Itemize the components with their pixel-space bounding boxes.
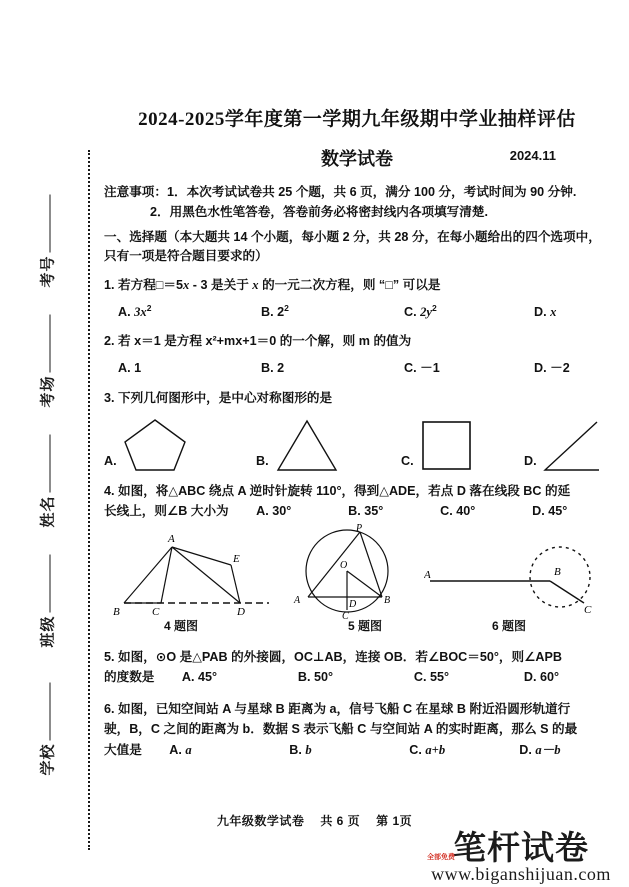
option-exponent: 2 [284,302,289,313]
square-shape-icon [418,416,480,472]
sidebar-field-exam-room [37,334,58,408]
question-1-var2: x [252,277,259,292]
sidebar-field-label: 考号 [39,255,57,288]
option-label: C. [413,670,427,685]
question-5-option-c[interactable] [414,667,524,687]
question-3-option-c[interactable] [401,416,524,472]
question-2-number: 2. [104,334,115,349]
watermark-free-tag: 全部免费 [427,854,455,861]
option-value: 40° [456,503,476,518]
figure-5-label-B: B [384,594,391,606]
option-label: B. [348,503,361,518]
option-label: D. [519,742,532,757]
section-heading-multiple-choice: 一、选择题（本大题共 14 个小题，每小题 2 分，共 28 分，在每小题给出的四个选项中，只有一项是符合题目要求的） [104,230,601,263]
figure-5-caption: 5 题图 [348,618,383,633]
option-value: 50° [313,670,334,685]
option-label: B. [261,361,274,376]
option-label: A. [104,453,117,468]
question-4-number: 4. [104,483,115,498]
option-label: A. [169,742,182,757]
question-5-options [158,667,559,687]
question-6 [104,699,610,759]
figure-6-label-B: B [554,565,561,578]
question-1-stem-post: 的一元二次方程，则 “□” 可以是 [258,277,441,292]
option-label: A. [181,670,195,685]
option-value: 1 [134,361,142,376]
note-line-1: 注意事项：1．本次考试试卷共 25 个题，共 6 页，满分 100 分，考试时间为 90 分钟. [104,185,577,199]
figure-5-label-A: A [294,594,301,606]
question-4-stem-text-1: 如图，将△ABC 绕点 A 逆时针旋转 110°，得到△ADE，若点 D 落在线段 BC 的延 [118,483,571,498]
option-label: C. [440,503,453,518]
question-1-var: x [183,277,190,292]
question-6-stem-line1 [104,699,610,719]
question-3-stem-text: 下列几何图形中，是中心对称图形的是 [118,390,333,405]
option-value: a－b [535,742,561,757]
option-value: a+b [425,742,446,757]
question-5-stem-text-2: 的度数是 [104,670,155,685]
option-value: 30° [272,503,292,518]
question-6-option-b[interactable] [289,740,409,760]
figure-question-5 [290,523,410,619]
question-4-option-b[interactable] [348,501,440,521]
figures-row [104,522,610,633]
option-value: 35° [364,503,384,518]
option-label: D. [532,503,545,518]
option-value: 45° [548,503,568,518]
option-label: C. [409,742,422,757]
question-5 [104,647,610,687]
option-label: A. [256,503,269,518]
figure-question-6 [424,533,604,625]
question-6-option-d[interactable] [519,740,560,760]
figure-4-label-E: E [233,552,240,565]
fill-rule [50,314,51,372]
option-label: A. [118,361,131,376]
question-6-stem-line2: 驶，B，C 之间的距离为 b．数据 S 表示飞船 C 与空间站 A 的实时距离，那么 S 的最 [104,722,578,737]
question-4-option-a[interactable] [232,501,348,521]
question-2-stem-text: 若 x＝1 是方程 x²+mx+1＝0 的一个解，则 m 的值为 [118,334,412,349]
sidebar-field-name [37,454,58,528]
question-6-option-a[interactable] [145,740,289,760]
question-1-option-d[interactable] [534,302,556,322]
question-3-option-d[interactable] [524,416,603,472]
angle-shape-icon [541,416,603,472]
paper-date: 2024.11 [509,148,556,163]
figure-5-label-O: O [340,559,348,571]
question-5-option-a[interactable] [158,667,298,687]
question-6-number: 6. [104,702,115,717]
question-1-options [104,302,610,322]
sealed-line-sidebar [0,0,98,887]
question-1-option-a[interactable] [118,302,261,322]
sidebar-field-label: 班级 [39,615,57,648]
watermark [421,831,621,883]
option-value: －1 [420,361,440,376]
question-4-stem-line2 [104,501,610,521]
sidebar-field-class [37,574,58,648]
figure-4-label-A: A [168,532,175,545]
figure-4-label-B: B [113,605,120,617]
question-2-options [104,358,610,378]
question-3-number: 3. [104,390,115,405]
figure-5-label-D: D [349,598,357,610]
question-3 [104,388,610,472]
question-1-stem-mid: - 3 是关于 [189,277,253,292]
option-label: C. [404,361,417,376]
question-3-stem [104,388,610,408]
paper-subject: 数学试卷 [321,149,393,169]
question-2-option-b[interactable] [261,358,404,378]
figure-question-4 [104,525,294,617]
question-5-option-d[interactable] [524,667,559,687]
figure-6-label-A: A [424,568,431,581]
question-6-options [145,740,560,760]
option-label: B. [256,453,269,468]
figure-4-caption: 4 题图 [164,618,199,633]
option-value: 3x [134,305,147,320]
pentagon-shape-icon [121,416,189,472]
question-2-option-a[interactable] [118,358,261,378]
option-value: a [185,742,192,757]
fill-rule [50,554,51,612]
option-exponent: 2 [431,302,437,313]
note-line-2: 2．用黑色水性笔答卷，答卷前务必将密封线内各项填写清楚. [150,204,488,219]
question-6-stem-line3 [104,740,610,760]
question-3-option-a[interactable] [104,416,256,472]
sidebar-field-school [37,702,58,776]
question-6-stem-text-3: 大值是 [104,742,142,757]
subtitle-row [104,145,610,169]
question-5-stem-line1 [104,647,610,667]
option-label: A. [118,305,131,320]
option-value: 2y [420,305,432,320]
figure-5-label-C: C [342,610,349,619]
question-4-option-c[interactable] [440,501,532,521]
figure-6-label-C: C [584,603,592,616]
exam-content [104,0,610,887]
option-label: D. [534,361,547,376]
option-value: 45° [197,670,218,685]
option-value: x [550,304,557,319]
question-4 [104,481,610,521]
question-5-number: 5. [104,649,115,664]
page-footer [0,812,629,829]
question-1 [104,275,610,322]
sidebar-field-label: 考场 [39,375,57,408]
figure-5-label-P: P [356,522,363,534]
question-4-options [232,501,567,521]
option-value: 60° [539,670,560,685]
option-label: D. [534,304,547,319]
question-2-option-d[interactable] [534,358,570,378]
question-3-option-b[interactable] [256,416,401,472]
question-1-number: 1. [104,277,115,292]
question-2 [104,331,610,378]
figure-6-caption: 6 题图 [492,618,527,633]
option-value: 2 [277,361,285,376]
question-4-stem-line1 [104,481,610,501]
fill-rule [50,434,51,492]
option-label: B. [289,742,302,757]
question-1-option-b[interactable] [261,302,404,322]
exam-notes [104,183,610,222]
option-label: B. [297,670,311,685]
footer-page-number: 第 1页 [376,814,413,828]
watermark-brand: 笔杆试卷 [453,829,589,866]
question-3-options [104,414,610,472]
triangle-shape-icon [273,416,341,472]
sidebar-field-label: 学校 [39,743,57,776]
option-value: 2 [277,305,285,320]
option-label: D. [523,670,537,685]
figure-4-label-D: D [237,605,245,617]
question-4-option-d[interactable] [532,501,567,521]
sealed-dotted-line [88,150,90,850]
question-5-stem-line2 [104,667,610,687]
question-1-stem [104,275,610,295]
option-label: B. [261,305,274,320]
option-value: 55° [429,670,450,685]
question-6-stem-text-1: 如图，已知空间站 A 与星球 B 距离为 a，信号飞船 C 在星球 B 附近沿圆形轨道行 [118,702,571,717]
question-1-option-c[interactable] [404,302,534,322]
option-label: C. [404,305,417,320]
watermark-url: www.biganshijuan.com [431,864,611,884]
option-label: D. [524,453,537,468]
fill-rule [50,682,51,740]
question-4-stem-text-2: 长线上，则∠B 大小为 [104,503,229,518]
page-title: 2024-2025学年度第一学期九年级期中学业抽样评估 [138,109,576,130]
question-2-option-c[interactable] [404,358,534,378]
option-exponent: 2 [146,302,152,313]
question-6-option-c[interactable] [409,740,519,760]
question-5-stem-text-1: 如图，⊙O 是△PAB 的外接圆，OC⊥AB，连接 OB．若∠BOC＝50°，则∠APB [118,649,562,664]
footer-total-pages: 共 6 页 [320,814,361,828]
question-1-stem-pre: 若方程□＝5 [118,277,184,292]
option-value: b [305,742,312,757]
question-2-stem [104,331,610,351]
option-label: C. [401,453,414,468]
sidebar-field-exam-number [37,214,58,288]
sidebar-field-label: 姓名 [39,495,57,528]
option-value: －2 [550,361,570,376]
footer-paper-name: 九年级数学试卷 [216,814,305,828]
question-5-option-b[interactable] [298,667,414,687]
fill-rule [50,194,51,252]
figure-4-label-C: C [152,605,160,617]
